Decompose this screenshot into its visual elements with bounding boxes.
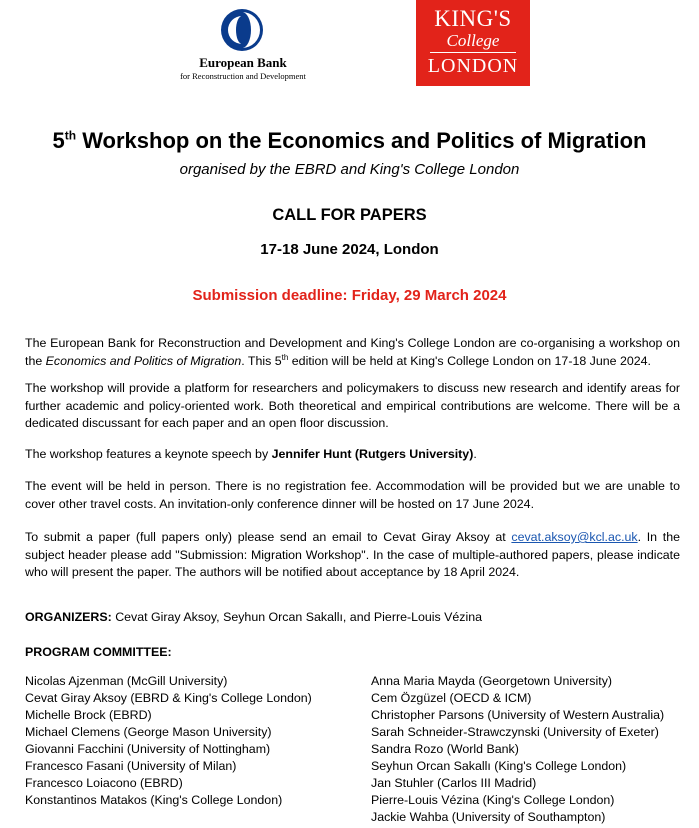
- committee-member: Seyhun Orcan Sakallı (King's College London): [371, 759, 627, 773]
- committee-member: Konstantinos Matakos (King's College London): [25, 793, 283, 807]
- keynote-text-a: The workshop features a keynote speech by: [25, 447, 272, 461]
- ebrd-emblem-icon: [220, 8, 264, 52]
- committee-member: Jackie Wahba (University of Southampton): [371, 810, 606, 824]
- event-date: 17-18 June 2024, London: [260, 241, 439, 258]
- page-title: [0, 128, 699, 154]
- submission-text-a: To submit a paper (full papers only) please send an email to Cevat Giray Aksoy at: [25, 530, 512, 544]
- ebrd-name: European Bank: [199, 55, 287, 70]
- intro-text-b: . This 5: [241, 353, 282, 368]
- title-number: 5: [52, 128, 65, 153]
- committee-member: Cevat Giray Aksoy (EBRD & King's College London): [25, 691, 312, 705]
- committee-member: Nicolas Ajzenman (McGill University): [25, 674, 228, 688]
- committee-member: Pierre-Louis Vézina (King's College London): [371, 793, 615, 807]
- committee-member: Christopher Parsons (University of Western Australia): [371, 708, 665, 722]
- committee-member: Michelle Brock (EBRD): [25, 708, 152, 722]
- committee-left-column: [25, 673, 312, 809]
- keynote-text-b: .: [473, 447, 477, 461]
- intro-text-c: edition will be held at King's College London on 17-18 June 2024.: [288, 353, 651, 368]
- committee-member: Sarah Schneider-Strawczynski (University of Exeter): [371, 725, 659, 739]
- title-text: Workshop on the Economics and Politics of Migration: [82, 128, 647, 153]
- kcl-logo-line3: LONDON: [427, 55, 519, 77]
- organizers-names: Cevat Giray Aksoy, Seyhun Orcan Sakallı, and Pierre-Louis Vézina: [111, 610, 483, 624]
- committee-heading: PROGRAM COMMITTEE:: [25, 645, 172, 659]
- intro-text-a: The European Bank for Reconstruction and Development and King's College London are co-organising a workshop on the: [25, 336, 680, 368]
- platform-paragraph: The workshop will provide a platform for researchers and policymakers to discuss new research and identify areas for further academic and policy-oriented work. Both theoretical and empirical contributions are welcome. There will be a dedicated discussant for each paper and an open floor discussion.: [25, 381, 680, 430]
- submission-paragraph: [25, 529, 680, 582]
- committee-member: Francesco Fasani (University of Milan): [25, 759, 237, 773]
- keynote-paragraph: [25, 446, 680, 464]
- intro-paragraph: [25, 335, 680, 370]
- kcl-logo-line2: College: [446, 31, 500, 50]
- ebrd-logo: [168, 6, 318, 86]
- ebrd-subtitle: for Reconstruction and Development: [180, 71, 306, 81]
- committee-member: Francesco Loiacono (EBRD): [25, 776, 183, 790]
- intro-italic: Economics and Politics of Migration: [45, 353, 242, 368]
- kcl-logo: [416, 0, 530, 86]
- committee-right-column: [371, 673, 664, 826]
- page-subtitle: organised by the EBRD and King's College London: [179, 161, 520, 178]
- kcl-logo-line1: KING'S: [434, 6, 512, 31]
- committee-member: Anna Maria Mayda (Georgetown University): [371, 674, 613, 688]
- committee-member: Michael Clemens (George Mason University): [25, 725, 272, 739]
- committee-member: Giovanni Facchini (University of Nottingham): [25, 742, 271, 756]
- organizers-label: ORGANIZERS:: [25, 610, 112, 624]
- committee-member: Jan Stuhler (Carlos III Madrid): [371, 776, 537, 790]
- title-sup: th: [64, 128, 77, 143]
- contact-email-link[interactable]: cevat.aksoy@kcl.ac.uk: [511, 530, 638, 544]
- intro-sup: th: [281, 352, 289, 362]
- submission-text-b: . In the subject header please add "Submission: Migration Workshop". In the case of multiple-authored papers, please indicate who will present the paper. The authors will be notified about acceptance by 18 April 2024.: [25, 530, 680, 579]
- call-for-papers-heading: CALL FOR PAPERS: [272, 206, 427, 224]
- logistics-paragraph: The event will be held in person. There is no registration fee. Accommodation will be provided but we are unable to cover other travel costs. An invitation-only conference dinner will be hosted on 17 June 2024.: [25, 479, 680, 511]
- keynote-speaker: Jennifer Hunt (Rutgers University): [271, 447, 474, 461]
- committee-member: Cem Özgüzel (OECD & ICM): [371, 691, 532, 705]
- kcl-divider: [430, 52, 516, 53]
- organizers-line: [25, 609, 680, 627]
- logo-bar: [0, 0, 699, 90]
- submission-deadline: Submission deadline: Friday, 29 March 2024: [192, 287, 507, 304]
- committee-member: Sandra Rozo (World Bank): [371, 742, 519, 756]
